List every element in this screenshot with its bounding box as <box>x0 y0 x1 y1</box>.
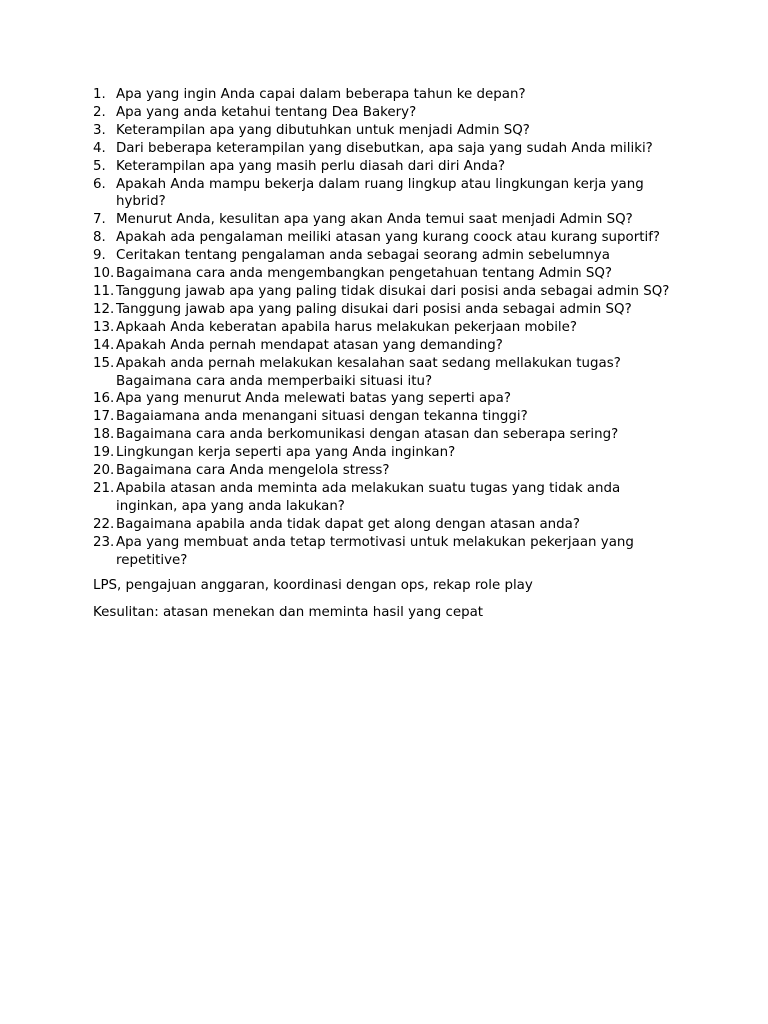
notes-line-2: Kesulitan: atasan menekan dan meminta hasil yang cepat <box>93 605 484 621</box>
list-item <box>93 211 683 229</box>
list-item <box>93 86 683 104</box>
question-text: Dari beberapa keterampilan yang disebutkan, apa saja yang sudah Anda miliki? <box>116 140 653 156</box>
list-number: 12. <box>93 301 115 317</box>
list-item <box>93 247 683 265</box>
notes-line-1: LPS, pengajuan anggaran, koordinasi dengan ops, rekap role play <box>93 578 533 594</box>
question-text: Apkaah Anda keberatan apabila harus melakukan pekerjaan mobile? <box>116 319 578 335</box>
question-text: Bagaiamana anda menangani situasi dengan tekanna tinggi? <box>116 409 528 425</box>
question-text: Apa yang ingin Anda capai dalam beberapa tahun ke depan? <box>116 87 526 102</box>
list-item <box>93 176 683 212</box>
list-item <box>93 158 683 176</box>
list-item <box>93 337 683 355</box>
list-item <box>93 390 683 408</box>
list-number: 23. <box>93 534 115 550</box>
question-text: Apakah ada pengalaman meiliki atasan yang kurang coock atau kurang suportif? <box>116 230 661 246</box>
question-text: Apakah Anda mampu bekerja dalam ruang lingkup atau lingkungan kerja yang hybrid? <box>116 176 644 210</box>
list-item <box>93 480 683 516</box>
question-text: Apabila atasan anda meminta ada melakukan suatu tugas yang tidak anda inginkan, apa yang anda lakukan? <box>116 480 621 514</box>
question-text: Apa yang membuat anda tetap termotivasi untuk melakukan pekerjaan yang repetitive? <box>116 534 634 568</box>
list-item <box>93 319 683 337</box>
list-number: 20. <box>93 463 115 479</box>
list-item <box>93 229 683 247</box>
question-list <box>93 86 683 569</box>
list-number: 16. <box>93 391 115 407</box>
list-number: 11. <box>93 283 115 299</box>
list-number: 3. <box>93 122 106 138</box>
list-item <box>93 462 683 480</box>
list-item <box>93 265 683 283</box>
question-text: Keterampilan apa yang masih perlu diasah dari diri Anda? <box>116 158 506 174</box>
list-number: 1. <box>93 87 106 102</box>
list-number: 17. <box>93 409 115 425</box>
list-number: 6. <box>93 176 106 192</box>
list-number: 4. <box>93 140 106 156</box>
list-item <box>93 534 683 570</box>
list-number: 9. <box>93 248 106 264</box>
list-item <box>93 122 683 140</box>
list-item <box>93 283 683 301</box>
question-text: Bagaimana cara Anda mengelola stress? <box>116 463 390 479</box>
question-text: Apa yang anda ketahui tentang Dea Bakery? <box>116 104 417 120</box>
list-number: 5. <box>93 158 106 174</box>
list-number: 2. <box>93 104 106 120</box>
question-text: Bagaimana cara anda mengembangkan pengetahuan tentang Admin SQ? <box>116 266 613 282</box>
question-text: Tanggung jawab apa yang paling disukai dari posisi anda sebagai admin SQ? <box>116 301 632 317</box>
list-item <box>93 516 683 534</box>
document-body <box>93 86 683 622</box>
list-number: 8. <box>93 230 106 246</box>
question-text: Ceritakan tentang pengalaman anda sebagai seorang admin sebelumnya <box>116 248 610 264</box>
question-text: Tanggung jawab apa yang paling tidak disukai dari posisi anda sebagai admin SQ? <box>116 283 670 299</box>
question-text: Lingkungan kerja seperti apa yang Anda inginkan? <box>116 445 456 461</box>
list-item <box>93 140 683 158</box>
question-text: Bagaimana cara anda berkomunikasi dengan atasan dan seberapa sering? <box>116 427 619 443</box>
question-text: Apakah Anda pernah mendapat atasan yang demanding? <box>116 337 503 353</box>
question-text: Bagaimana apabila anda tidak dapat get along dengan atasan anda? <box>116 516 580 532</box>
list-number: 19. <box>93 445 115 461</box>
list-item <box>93 426 683 444</box>
list-item <box>93 301 683 319</box>
list-number: 13. <box>93 319 115 335</box>
list-number: 7. <box>93 212 106 228</box>
list-number: 10. <box>93 266 115 282</box>
question-text: Apa yang menurut Anda melewati batas yang seperti apa? <box>116 391 511 407</box>
list-number: 18. <box>93 427 115 443</box>
list-item <box>93 104 683 122</box>
list-number: 21. <box>93 480 115 496</box>
question-text: Menurut Anda, kesulitan apa yang akan Anda temui saat menjadi Admin SQ? <box>116 212 633 228</box>
list-number: 22. <box>93 516 115 532</box>
list-number: 14. <box>93 337 115 353</box>
list-item <box>93 355 683 391</box>
question-text: Apakah anda pernah melakukan kesalahan saat sedang mellakukan tugas? Bagaimana cara anda memperbaiki situasi itu? <box>116 355 621 389</box>
list-item <box>93 408 683 426</box>
list-item <box>93 444 683 462</box>
list-number: 15. <box>93 355 115 371</box>
question-text: Keterampilan apa yang dibutuhkan untuk menjadi Admin SQ? <box>116 122 530 138</box>
